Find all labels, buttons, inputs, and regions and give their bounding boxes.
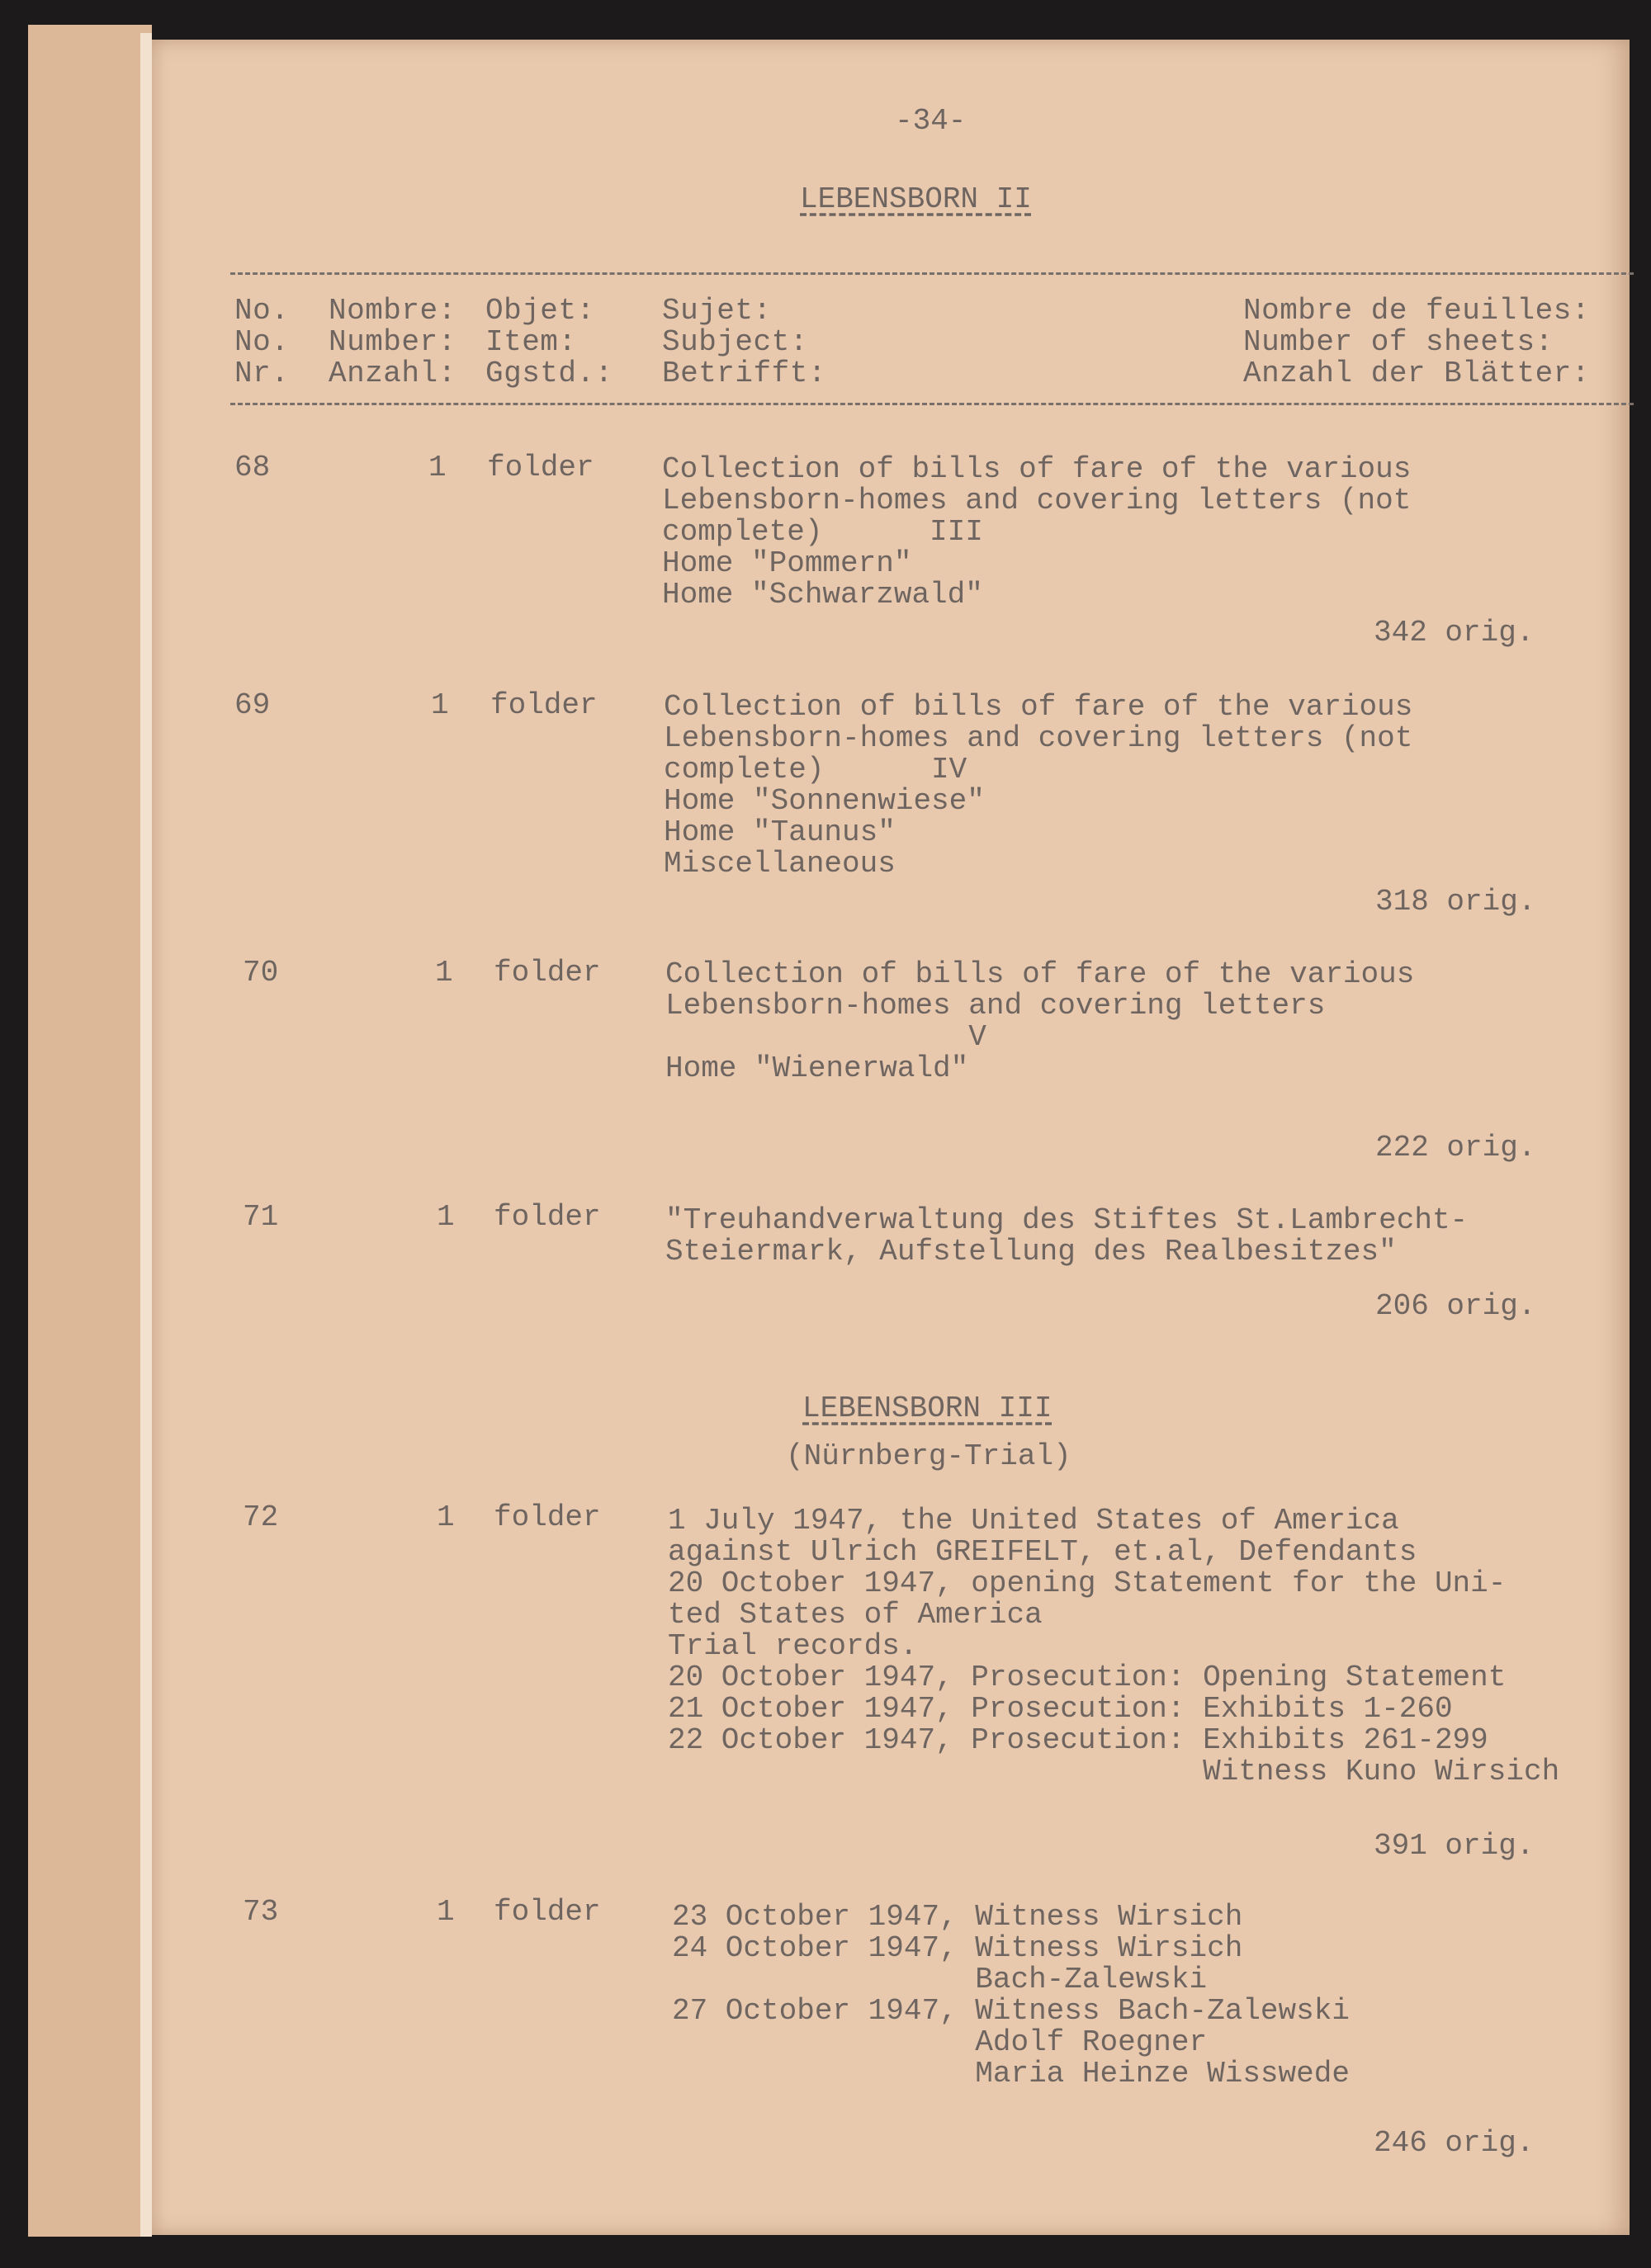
entry-68-no: 68 — [234, 451, 271, 484]
header-rule-bottom — [230, 403, 1634, 405]
entry-69-count: 1 — [431, 688, 449, 722]
entry-73-count: 1 — [437, 1895, 455, 1929]
entry-69-sheets: 318 orig. — [1375, 885, 1536, 919]
entry-71-subject: "Treuhandverwaltung des Stiftes St.Lambrecht- Steiermark, Aufstellung des Realbesitzes" — [665, 1203, 1469, 1269]
header-col-number: Nombre: Number: Anzahl: — [329, 294, 457, 390]
entry-72-item: folder — [494, 1500, 601, 1534]
entry-73-item: folder — [494, 1895, 601, 1929]
entry-70-count: 1 — [435, 956, 453, 990]
header-col-item: Objet: Item: Ggstd.: — [485, 294, 613, 390]
entry-73-no: 73 — [243, 1895, 279, 1929]
section-title: LEBENSBORN II — [800, 182, 1032, 216]
section2-subtitle: (Nürnberg-Trial) — [786, 1439, 1071, 1473]
entry-71-no: 71 — [243, 1200, 279, 1234]
entry-69-subject: Collection of bills of fare of the various Lebensborn-homes and covering letters (not complete) IV Home "Sonnenwiese" Home "Taunus" Miscellaneous — [664, 690, 1413, 881]
entry-69-no: 69 — [234, 688, 271, 722]
entry-72-sheets: 391 orig. — [1374, 1829, 1535, 1863]
entry-72-no: 72 — [243, 1500, 279, 1534]
entry-69-item: folder — [490, 688, 598, 722]
entry-71-item: folder — [494, 1200, 601, 1234]
entry-68-subject: Collection of bills of fare of the various Lebensborn-homes and covering letters (not complete) III Home "Pommern" Home "Schwarzwald" — [662, 452, 1412, 612]
underlying-sheet — [28, 25, 152, 2237]
entry-73-subject: 23 October 1947, Witness Wirsich 24 October 1947, Witness Wirsich Bach-Zalewski 27 October 1947, Witness Bach-Zalewski Adolf Roegner Maria Heinze Wisswede — [672, 1900, 1350, 2091]
entry-70-no: 70 — [243, 956, 279, 990]
header-col-no: No. No. Nr. — [234, 294, 290, 390]
entry-71-count: 1 — [437, 1200, 455, 1234]
entry-68-count: 1 — [428, 451, 447, 484]
page-edge — [140, 33, 152, 2237]
entry-72-subject: 1 July 1947, the United States of America against Ulrich GREIFELT, et.al, Defendants 20 October 1947, opening Statement for the Uni- ted States of America Trial records. 20 October 1947, Prosecution: Opening Statement 21 October 1947, Prosecution: Exhibits 1-260 22 October 1947, Prosecution: Exhibits 261-299 Witness Kuno Wirsich — [668, 1504, 1560, 1788]
page-number: -34- — [895, 104, 967, 138]
header-col-subject: Sujet: Subject: Betrifft: — [662, 294, 826, 390]
entry-68-item: folder — [487, 451, 594, 484]
entry-68-sheets: 342 orig. — [1374, 616, 1535, 650]
entry-70-sheets: 222 orig. — [1375, 1131, 1536, 1165]
header-col-sheets: Nombre de feuilles: Number of sheets: Anzahl der Blätter: — [1243, 294, 1590, 390]
entry-72-count: 1 — [437, 1500, 455, 1534]
entry-70-item: folder — [494, 956, 601, 990]
entry-70-subject: Collection of bills of fare of the various Lebensborn-homes and covering letters V Home "Wienerwald" — [665, 957, 1415, 1085]
entry-73-sheets: 246 orig. — [1374, 2126, 1535, 2160]
header-rule-top — [230, 272, 1634, 275]
entry-71-sheets: 206 orig. — [1375, 1289, 1536, 1323]
document-page — [152, 40, 1630, 2235]
section2-title: LEBENSBORN III — [802, 1392, 1053, 1425]
